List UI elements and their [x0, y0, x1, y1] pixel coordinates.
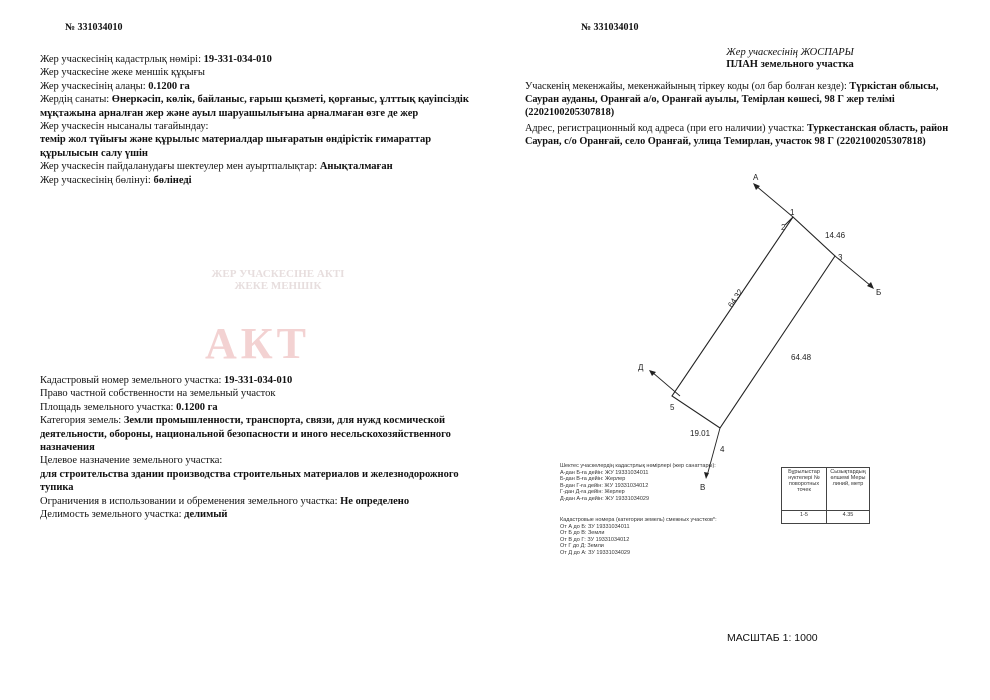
- legend-line: От В до Г: ЗУ 19331034012: [560, 536, 630, 543]
- table-cell-points: 1-5: [782, 511, 827, 524]
- ru-divisibility-value: делимый: [184, 509, 228, 521]
- plan-scale: МАСШТАБ 1: 1000: [727, 632, 818, 644]
- point-label-5: 5: [670, 403, 675, 412]
- ru-right: Право частной собственности на земельный участок: [40, 388, 276, 400]
- russian-info-block: [40, 374, 488, 521]
- arrowhead-a: [753, 183, 760, 190]
- adjacent-parcels-legend-ru: [560, 517, 740, 557]
- parcel-boundary: [672, 217, 835, 428]
- plan-title: [625, 47, 955, 71]
- legend-line: Б-дан В-ға дейін: Жерлер: [560, 476, 626, 483]
- kz-cadastral-value: 19-331-034-010: [203, 54, 272, 65]
- kz-area-label: Жер учаскесінің алаңы:: [40, 80, 146, 92]
- direction-d: Д: [638, 363, 644, 372]
- watermark-akt: АКТ: [205, 319, 311, 368]
- kz-restrictions-value: Анықталмаған: [319, 161, 393, 173]
- address-block: [525, 80, 970, 151]
- point-label-4: 4: [720, 445, 725, 454]
- ru-cadastral-value: 19-331-034-010: [224, 375, 293, 386]
- address-kz-value: Түркістан облысы, Сауран ауданы, Оранғай а/о, Оранғай ауылы, Темірлан көшесі, 98 Г жер телімі (2202100205307818): [525, 81, 939, 118]
- right-doc-number: № 331034010: [581, 22, 639, 33]
- right-page: [495, 0, 990, 700]
- plan-title-kz: Жер учаскесінің ЖОСПАРЫ: [726, 47, 854, 58]
- kz-category-value: Өнеркәсіп, көлік, байланыс, ғарыш қызметі, қорғаныс, ұлттық қауіпсіздік мұқтажына арналған жер және ауыл шаруашылығына арналмаған өзге де жер: [40, 94, 469, 119]
- address-kz-label: Учаскенің мекенжайы, мекенжайының тіркеу коды (ол бар болған кезде):: [525, 81, 847, 92]
- legend-line: От А до Б: ЗУ 19331034011: [560, 523, 630, 530]
- ru-category-value: Земли промышленности, транспорта, связи, для нужд космической деятельности, обороны, национальной безопасности и иного несельскохозяйственного назначения: [40, 415, 451, 454]
- dimension-4-5: 19.01: [690, 429, 711, 438]
- direction-v: В: [700, 483, 706, 492]
- table-cell-measure: 4.35: [827, 511, 870, 524]
- kz-restrictions-label: Жер учаскесін пайдаланудағы шектеулер мен ауыртпалықтар:: [40, 161, 318, 173]
- table-header-measures: Сызықтардың өлшемі Меры линий, метр: [827, 468, 870, 511]
- address-ru-label: Адрес, регистрационный код адреса (при его наличии) участка:: [525, 123, 805, 134]
- address-ru-value: Туркестанская область, район Сауран, с/о Оранғай, село Оранғай, улица Темирлан, участок 98 Г (2202100205307818): [525, 123, 949, 147]
- ru-cadastral-label: Кадастровый номер земельного участка:: [40, 375, 222, 386]
- table-header-points: Бұрылыстар нүктелері № поворотных точек: [782, 468, 827, 511]
- ru-area-value: 0.1200 га: [176, 401, 218, 413]
- ru-purpose-label: Целевое назначение земельного участка:: [40, 455, 223, 467]
- dimension-2-3: 14.46: [825, 231, 846, 240]
- left-doc-number: № 331034010: [65, 22, 123, 33]
- direction-a: А: [753, 173, 759, 182]
- kz-purpose-label: Жер учаскесін нысаналы тағайындау:: [40, 121, 209, 133]
- kazakh-info-block: [40, 53, 488, 187]
- legend-line: Шектес учаскелердің кадастрлық нөмірлері (жер санаттары):: [560, 463, 716, 469]
- land-plot-plan: [495, 170, 990, 500]
- kz-category-label: Жердің санаты:: [40, 94, 110, 106]
- dimension-1-5: 64.32: [726, 287, 745, 310]
- kz-area-value: 0.1200 га: [148, 80, 190, 92]
- point-label-2: 2: [781, 223, 786, 232]
- legend-line: От Г до Д: Земли: [560, 543, 604, 550]
- ru-category-label: Категория земель:: [40, 415, 122, 427]
- legend-line: В-дан Г-ға дейін: ЖУ 19331034012: [560, 482, 649, 489]
- legend-line: От Б до В: Земли: [560, 530, 605, 537]
- legend-line: Д-дан А-ға дейін: ЖУ 19331034029: [560, 495, 650, 502]
- arrow-line-a: [755, 185, 793, 217]
- ru-restrictions-label: Ограничения в использовании и обременения земельного участка:: [40, 495, 338, 507]
- ru-restrictions-value: Не определено: [340, 495, 410, 507]
- arrow-line-d: [652, 372, 680, 396]
- ru-area-label: Площадь земельного участка:: [40, 401, 174, 413]
- watermark-small: ЖЕР УЧАСКЕСІНЕ АКТІ ЖЕКЕ МЕНШІК: [211, 268, 345, 292]
- kz-purpose-value: темір жол түйығы және құрылыс материалдар шығаратын өндірістік ғимараттар құрылысын салу үшін: [40, 134, 432, 159]
- kz-divisibility-label: Жер учаскесінің бөлінуі:: [40, 174, 151, 186]
- ru-divisibility-label: Делимость земельного участка:: [40, 509, 182, 521]
- point-label-1: 1: [790, 208, 795, 217]
- kz-divisibility-value: бөлінеді: [153, 174, 192, 186]
- legend-line: От Д до А: ЗУ 19331034029: [560, 549, 631, 556]
- kz-right: Жер учаскесіне жеке меншік құқығы: [40, 67, 205, 79]
- plan-title-ru: ПЛАН земельного участка: [726, 59, 854, 70]
- dimension-3-4: 64.48: [791, 353, 812, 362]
- legend-line: Г-дан Д-ға дейін: Жерлер: [560, 489, 625, 496]
- ru-purpose-value: для строительства здании производства строительных материалов и железнодорожного тупика: [40, 468, 459, 494]
- direction-b: Б: [876, 288, 882, 297]
- legend-line: А-дан Б-ға дейін: ЖУ 19331034011: [560, 469, 649, 476]
- kz-cadastral-label: Жер учаскесінің кадастрлық нөмірі:: [40, 54, 202, 65]
- adjacent-parcels-legend-kz: [560, 463, 740, 503]
- legend-line: Кадастровые номера (категории земель) смежных участков*:: [560, 517, 717, 523]
- point-label-3: 3: [838, 253, 843, 262]
- line-measures-table: [781, 467, 870, 524]
